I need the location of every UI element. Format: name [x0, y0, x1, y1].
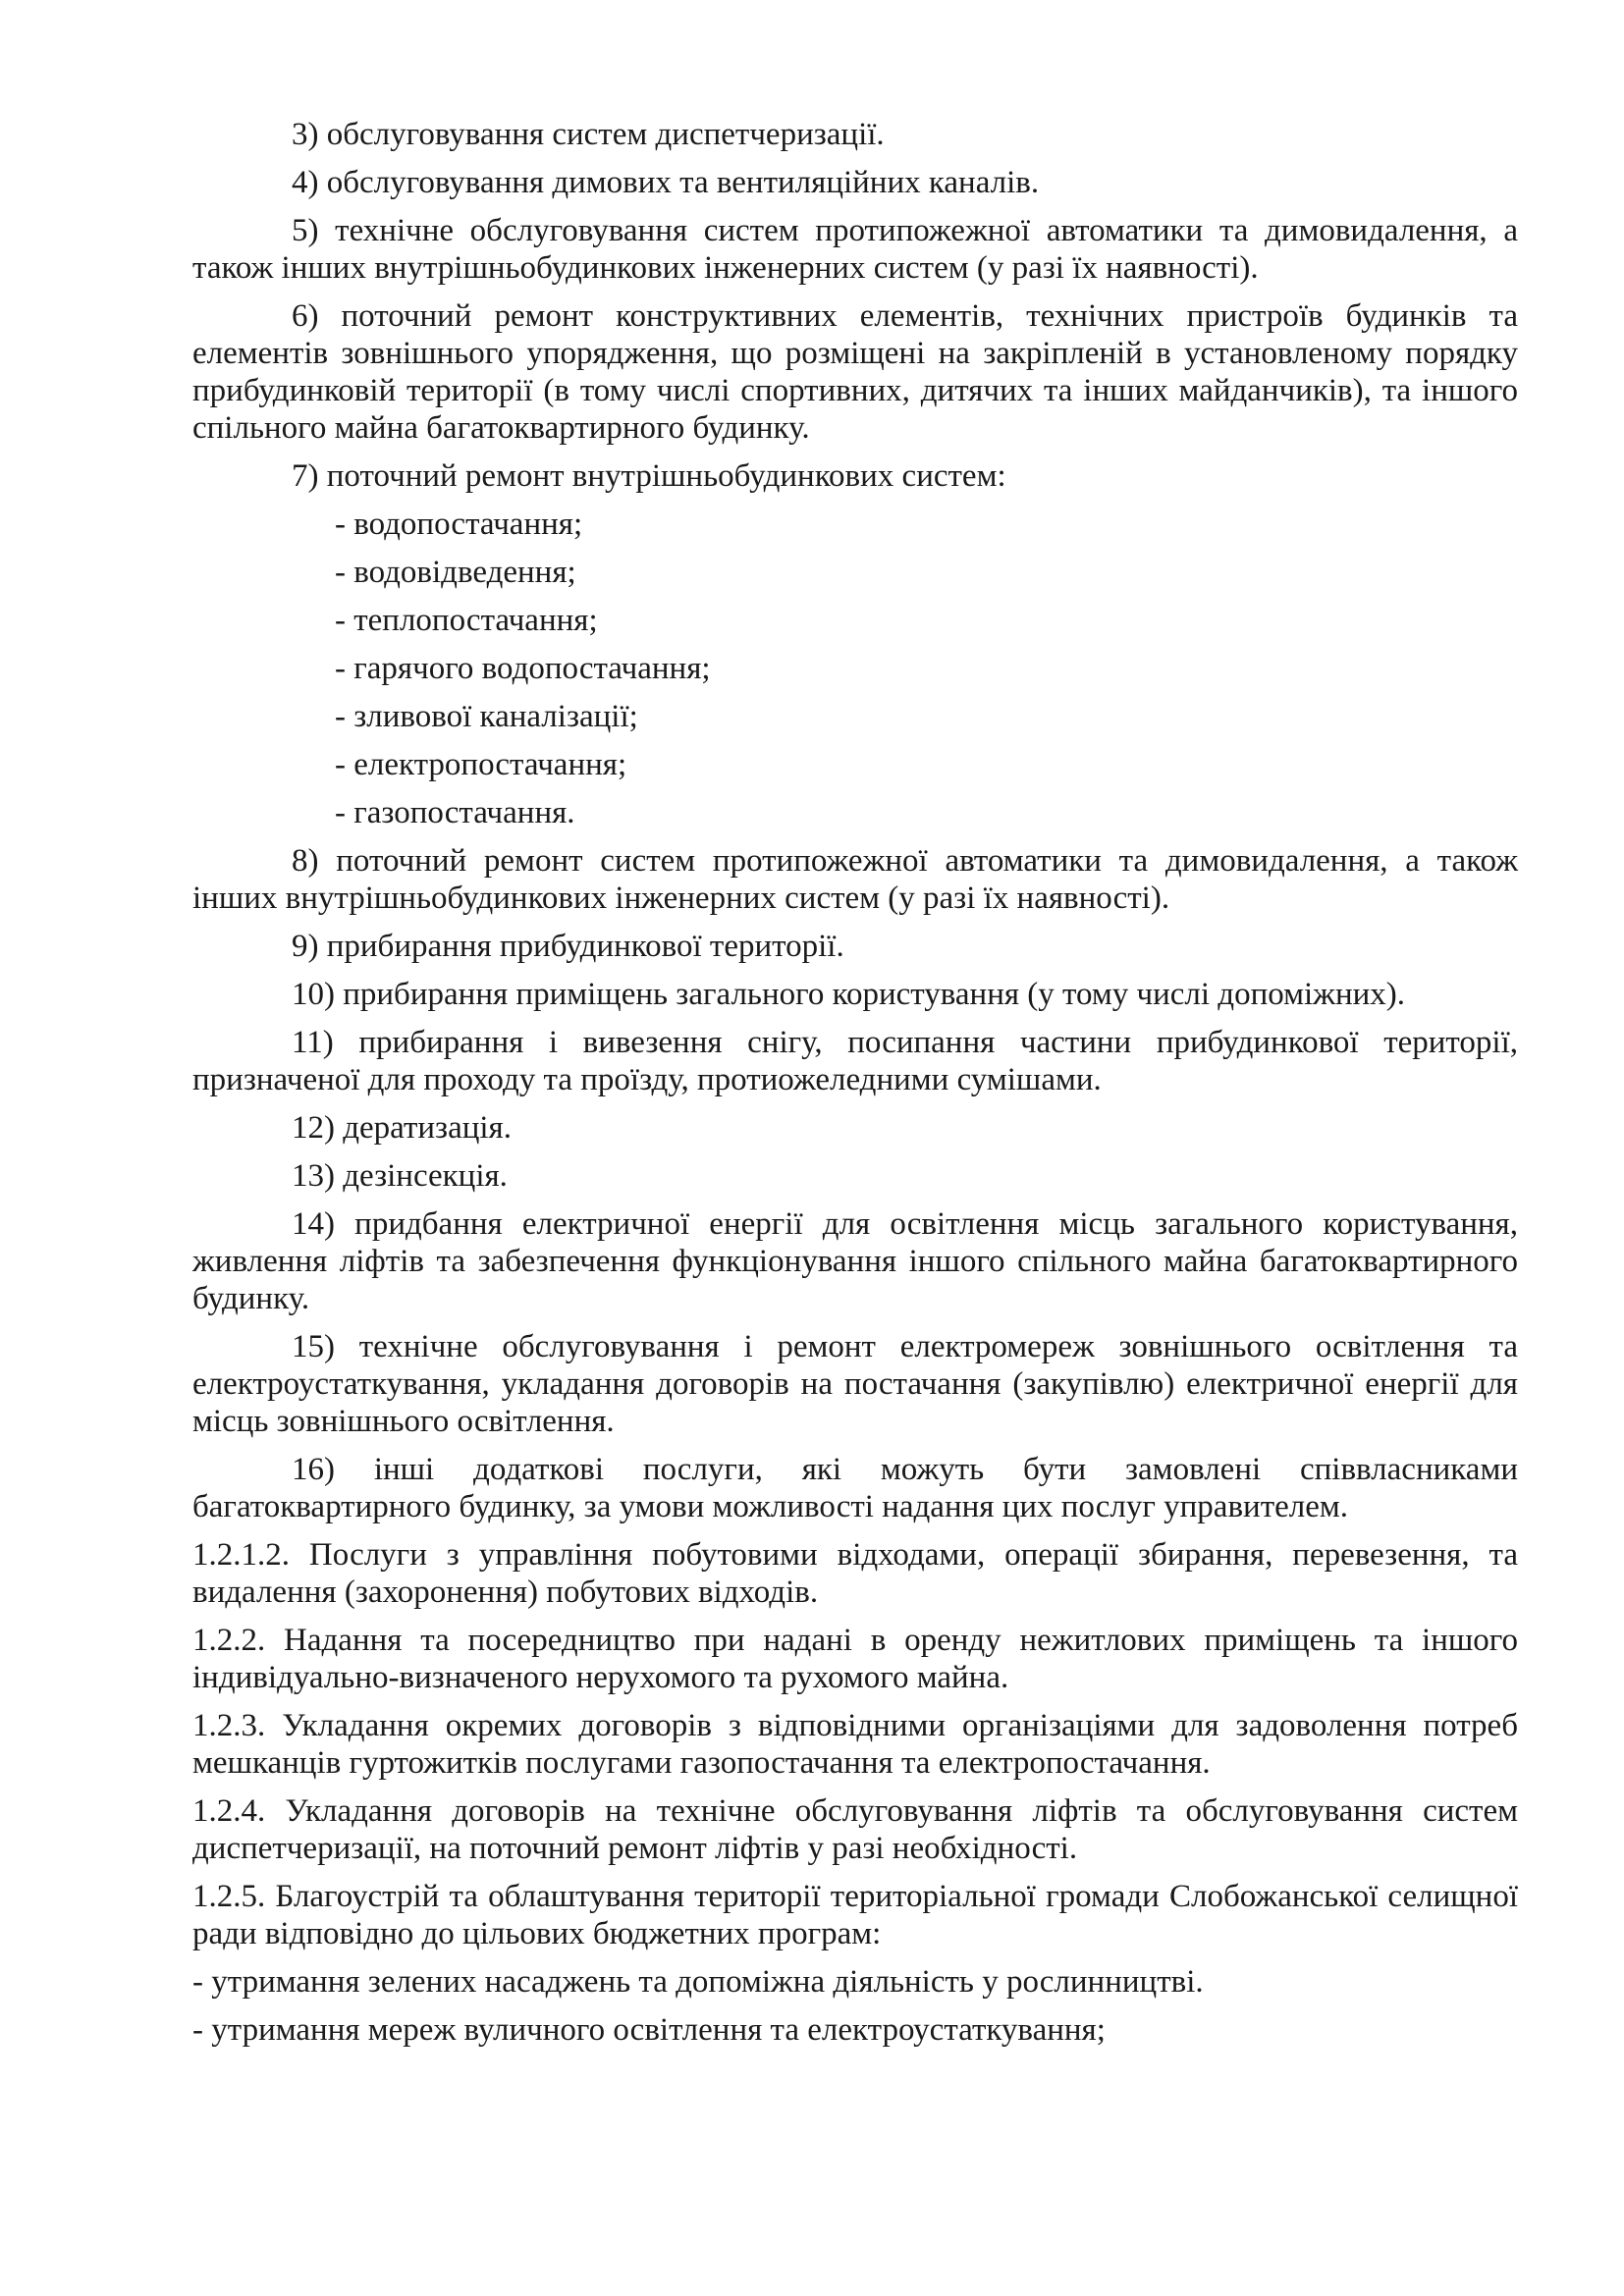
list-item-3: 3) обслуговування систем диспетчеризації.: [292, 117, 885, 152]
list-item-6: 6) поточний ремонт конструктивних елементів, технічних пристроїв будинків та елементів зовнішнього упорядження, що розміщені на закріпленій в установленому порядку прибудинковій території (в тому числі спортивних, дитячих та інших майданчиків), та іншого спільного майна багатоквартирного будинку.: [192, 298, 1518, 446]
list-item-12: 12) дератизація.: [292, 1110, 512, 1146]
sublist-item-hot-water: - гарячого водопостачання;: [335, 651, 711, 686]
sublist-item-gas: - газопостачання.: [335, 795, 575, 830]
clause-1-2-5: 1.2.5. Благоустрій та облаштування території територіальної громади Слобожанської селищної ради відповідно до цільових бюджетних програм:: [192, 1879, 1518, 1951]
list-item-11: 11) прибирання і вивезення снігу, посипання частини прибудинкової території, призначеної для проходу та проїзду, протиожеледними сумішами.: [192, 1025, 1518, 1097]
clause-1-2-2: 1.2.2. Надання та посередництво при надані в оренду нежитлових приміщень та іншого індивідуально-визначеного нерухомого та рухомого майна.: [192, 1623, 1518, 1695]
list-item-8: 8) поточний ремонт систем протипожежної автоматики та димовидалення, а також інших внутрішньобудинкових інженерних систем (у разі їх наявності).: [192, 843, 1518, 916]
clause-1-2-4: 1.2.4. Укладання договорів на технічне обслуговування ліфтів та обслуговування систем диспетчеризації, на поточний ремонт ліфтів у разі необхідності.: [192, 1793, 1518, 1866]
clause-item-street-lighting: - утримання мереж вуличного освітлення та електроустаткування;: [192, 2012, 1106, 2048]
document-body: [192, 116, 1518, 2059]
list-item-10: 10) прибирання приміщень загального користування (у тому числі допоміжних).: [292, 977, 1406, 1012]
clause-1-2-3: 1.2.3. Укладання окремих договорів з відповідними організаціями для задоволення потреб мешканців гуртожитків послугами газопостачання та електропостачання.: [192, 1708, 1518, 1781]
list-item-16: 16) інші додаткові послуги, які можуть бути замовлені співвласниками багатоквартирного будинку, за умови можливості надання цих послуг управителем.: [192, 1452, 1518, 1524]
sublist-item-drainage: - водовідведення;: [335, 555, 576, 590]
list-item-13: 13) дезінсекція.: [292, 1158, 508, 1194]
list-item-9: 9) прибирання прибудинкової території.: [292, 929, 844, 964]
list-item-5: 5) технічне обслуговування систем протипожежної автоматики та димовидалення, а також інших внутрішньобудинкових інженерних систем (у разі їх наявності).: [192, 213, 1518, 286]
list-item-7: 7) поточний ремонт внутрішньобудинкових систем:: [292, 458, 1006, 494]
sublist-item-storm-sewer: - зливової каналізації;: [335, 699, 638, 734]
clause-1-2-1-2: 1.2.1.2. Послуги з управління побутовими відходами, операції збирання, перевезення, та видалення (захоронення) побутових відходів.: [192, 1537, 1518, 1610]
sublist-item-heat-supply: - теплопостачання;: [335, 603, 598, 638]
list-item-4: 4) обслуговування димових та вентиляційних каналів.: [292, 165, 1040, 200]
list-item-14: 14) придбання електричної енергії для освітлення місць загального користування, живлення ліфтів та забезпечення функціонування іншого спільного майна багатоквартирного будинку.: [192, 1206, 1518, 1316]
sublist-item-electricity: - електропостачання;: [335, 747, 627, 782]
clause-item-green-spaces: - утримання зелених насаджень та допоміжна діяльність у рослинництві.: [192, 1964, 1204, 2000]
sublist-item-water-supply: - водопостачання;: [335, 507, 583, 542]
list-item-15: 15) технічне обслуговування і ремонт електромереж зовнішнього освітлення та електроустаткування, укладання договорів на постачання (закупівлю) електричної енергії для місць зовнішнього освітлення.: [192, 1329, 1518, 1439]
